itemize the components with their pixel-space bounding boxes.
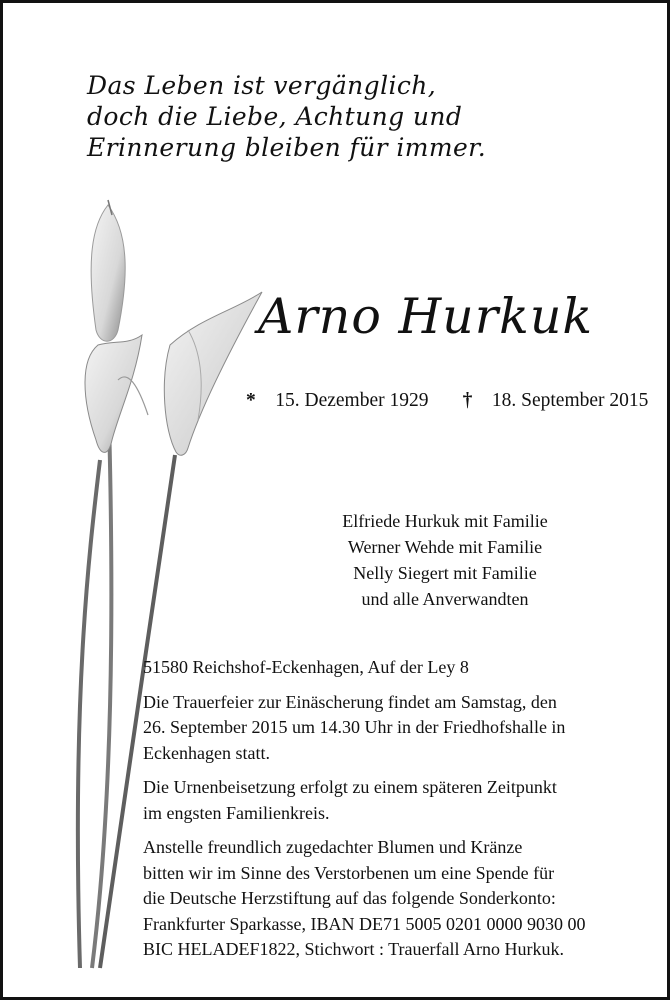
family-list xyxy=(300,508,590,612)
birth-date: 15. Dezember 1929 xyxy=(275,390,429,411)
address: 51580 Reichshof-Eckenhagen, Auf der Ley 8 xyxy=(143,657,469,677)
flower-bud-top xyxy=(91,205,125,341)
quote-line-1: Das Leben ist vergänglich, xyxy=(87,71,437,100)
death-date: 18. September 2015 xyxy=(491,390,649,411)
donation-paragraph: Anstelle freundlich zugedachter Blumen und Kränze bitten wir im Sinne des Verstorbenen um eine Spende für die Deutsche Herzstiftung auf das folgende Sonderkonto: Frankfurter Sparkasse, IBAN DE71 5005 0201 0000 9030 00 BIC HELADEF1822, Stichwort : Trauerfall Arno Hurkuk. xyxy=(143,837,586,959)
obituary-body xyxy=(143,655,643,972)
life-dates xyxy=(246,390,648,412)
memorial-quote xyxy=(87,70,547,163)
flower-middle xyxy=(85,335,142,452)
quote-line-2: doch die Liebe, Achtung und xyxy=(87,102,463,131)
deceased-name: Arno Hurkuk xyxy=(258,288,594,345)
ceremony-paragraph: Die Trauerfeier zur Einäscherung findet am Samstag, den 26. September 2015 um 14.30 Uhr in der Friedhofshalle in Eckenhagen statt. xyxy=(143,691,566,763)
family-member: Elfriede Hurkuk mit Familie xyxy=(342,511,548,531)
death-symbol: † xyxy=(462,390,473,411)
urn-paragraph: Die Urnenbeisetzung erfolgt zu einem späteren Zeitpunkt im engsten Familienkreis. xyxy=(143,777,557,823)
stem-left xyxy=(78,460,100,968)
quote-line-3: Erinnerung bleiben für immer. xyxy=(87,133,487,162)
family-member: und alle Anverwandten xyxy=(361,589,529,609)
family-member: Werner Wehde mit Familie xyxy=(347,537,543,557)
family-member: Nelly Siegert mit Familie xyxy=(353,563,537,583)
birth-symbol: * xyxy=(246,390,256,411)
flower-right xyxy=(164,292,262,455)
